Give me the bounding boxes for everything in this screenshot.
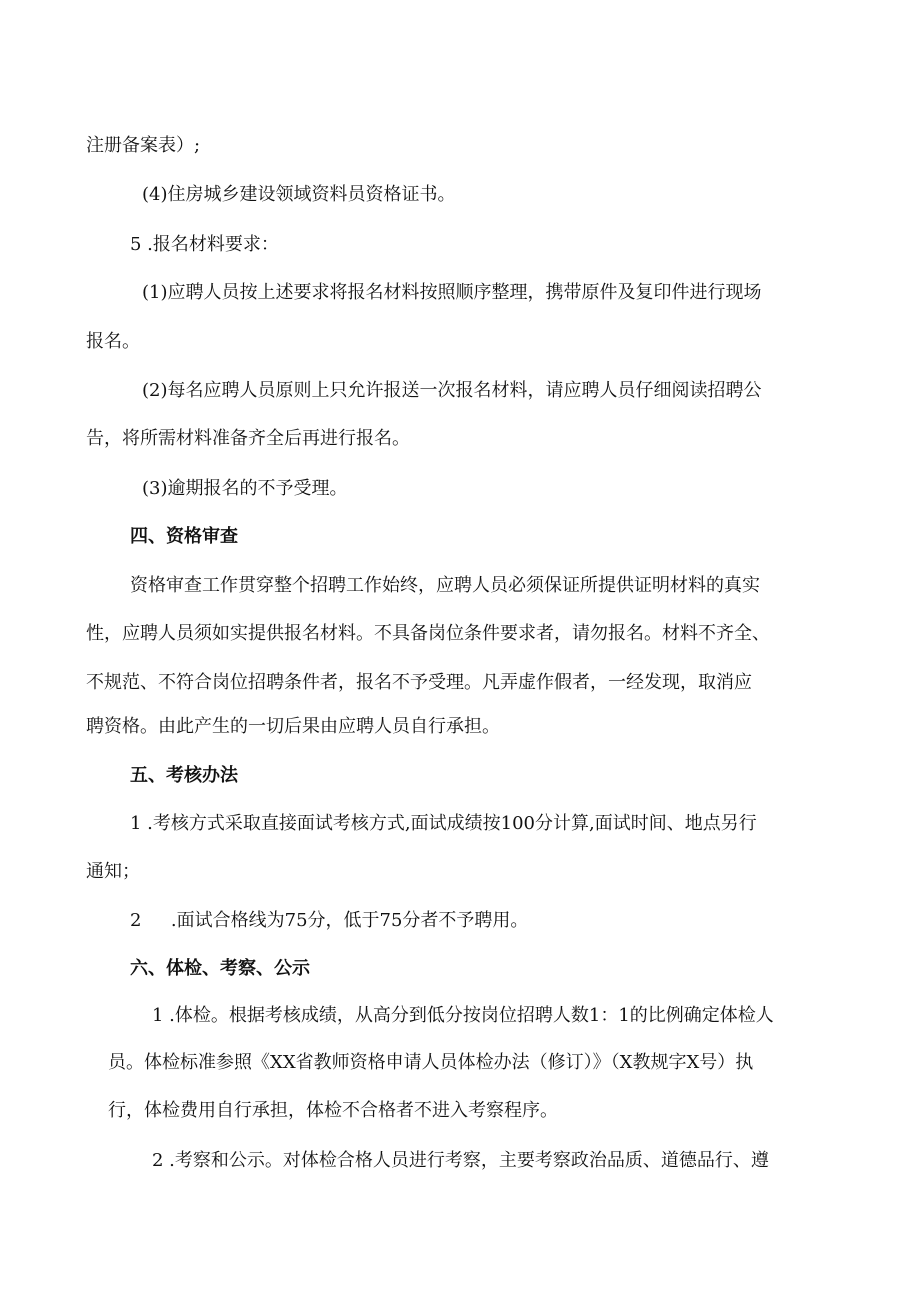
text-line: 报名。 — [86, 331, 140, 352]
text-line: 聘资格。由此产生的一切后果由应聘人员自行承担。 — [86, 716, 500, 737]
text-line: (3)逾期报名的不予受理。 — [142, 478, 348, 499]
section-heading: 六、体检、考察、公示 — [130, 958, 310, 979]
section-heading: 五、考核办法 — [130, 765, 238, 786]
section-heading: 四、资格审查 — [130, 526, 238, 547]
text-line: (4)住房城乡建设领域资料员资格证书。 — [142, 184, 456, 205]
text-line: 2 .考察和公示。对体检合格人员进行考察，主要考察政治品质、道德品行、遵 — [152, 1150, 769, 1171]
text-line: 1 .体检。根据考核成绩，从高分到低分按岗位招聘人数1：1的比例确定体检人 — [152, 1005, 774, 1026]
text-line: (2)每名应聘人员原则上只允许报送一次报名材料，请应聘人员仔细阅读招聘公 — [142, 380, 762, 401]
text-line: 行，体检费用自行承担，体检不合格者不进入考察程序。 — [108, 1100, 558, 1121]
text-line: 性，应聘人员须如实提供报名材料。不具备岗位条件要求者，请勿报名。材料不齐全、 — [86, 623, 770, 644]
text-line: 资格审查工作贯穿整个招聘工作始终，应聘人员必须保证所提供证明材料的真实 — [130, 575, 760, 596]
text-line: 1 .考核方式采取直接面试考核方式,面试成绩按100分计算,面试时间、地点另行 — [130, 813, 757, 834]
text-line: 2 .面试合格线为75分，低于75分者不予聘用。 — [130, 910, 529, 931]
text-line: 5 .报名材料要求： — [130, 234, 279, 255]
text-line: (1)应聘人员按上述要求将报名材料按照顺序整理，携带原件及复印件进行现场 — [142, 282, 762, 303]
text-line: 通知； — [86, 861, 140, 882]
text-line: 不规范、不符合岗位招聘条件者，报名不予受理。凡弄虚作假者，一经发现，取消应 — [86, 672, 752, 693]
text-line: 员。体检标准参照《XX省教师资格申请人员体检办法（修订）》（X教规字X号）执 — [108, 1052, 754, 1073]
text-line: 注册备案表）; — [86, 135, 201, 156]
text-line: 告，将所需材料准备齐全后再进行报名。 — [86, 428, 410, 449]
